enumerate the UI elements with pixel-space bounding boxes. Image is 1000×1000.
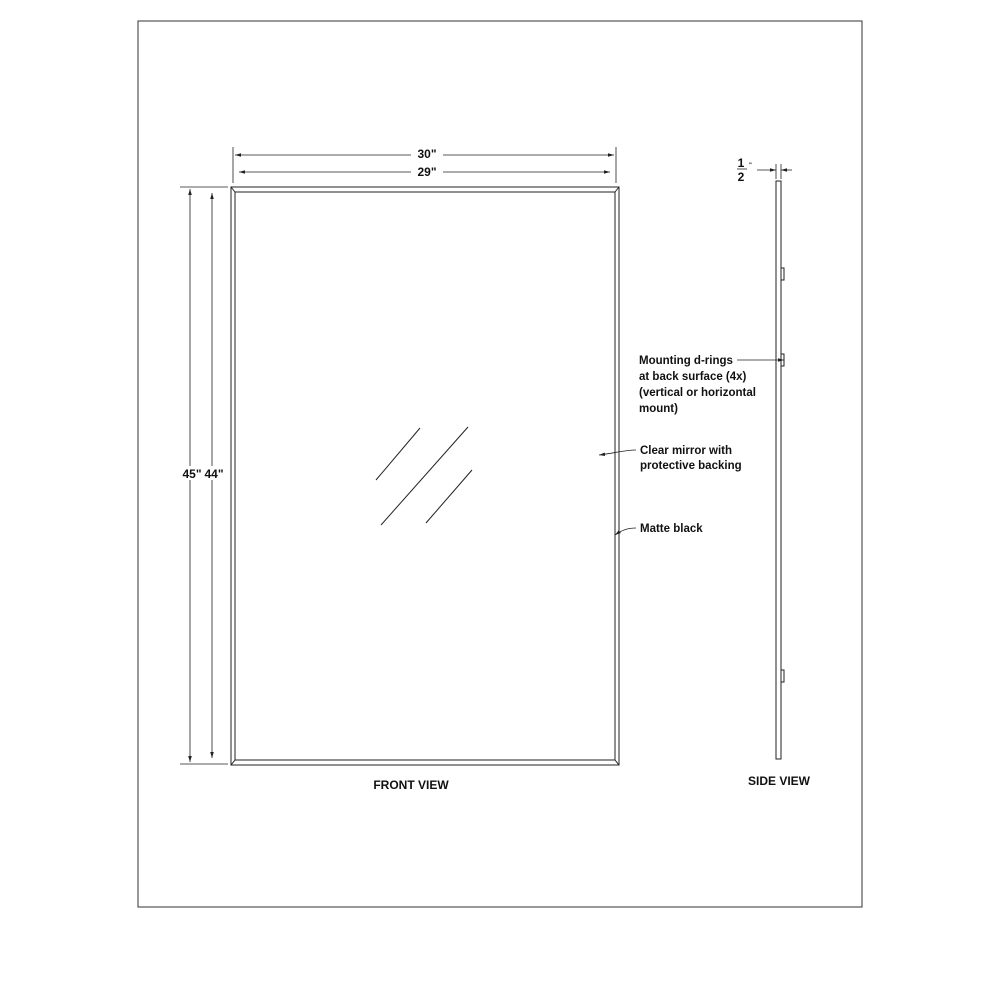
frame-corner-br bbox=[615, 760, 619, 765]
mirror-leader bbox=[599, 450, 636, 455]
d-ring-1 bbox=[781, 268, 784, 280]
side-view-label: SIDE VIEW bbox=[747, 774, 811, 788]
thickness-inch-mark: " bbox=[749, 163, 752, 169]
d-ring-note-line-3: (vertical or horizontal bbox=[639, 387, 756, 399]
frame-note bbox=[640, 523, 703, 535]
frame-corner-tr bbox=[615, 187, 619, 192]
front-view-label: FRONT VIEW bbox=[373, 778, 449, 792]
front-view bbox=[231, 187, 619, 765]
side-view bbox=[776, 181, 784, 759]
reflection-glint-3 bbox=[426, 470, 472, 523]
d-ring-note bbox=[639, 355, 756, 415]
inner-height-label: 44" bbox=[204, 467, 224, 481]
d-ring-note-line-4: mount) bbox=[639, 403, 678, 415]
outer-height-label: 45" bbox=[182, 467, 202, 481]
mirror-note bbox=[640, 445, 742, 472]
mirror-note-line-2: protective backing bbox=[640, 460, 742, 472]
thickness-dimension bbox=[737, 164, 792, 179]
inner-width-label: 29" bbox=[417, 165, 437, 179]
reflection-glint-1 bbox=[376, 428, 420, 480]
thickness-denominator: 2 bbox=[737, 170, 745, 184]
reflection-glint-2 bbox=[381, 427, 468, 525]
frame-note-line-1: Matte black bbox=[640, 523, 703, 535]
mirror-note-line-1: Clear mirror with bbox=[640, 445, 733, 457]
thickness-numerator: 1 bbox=[737, 156, 745, 170]
frame-corner-tl bbox=[231, 187, 235, 192]
outer-width-label: 30" bbox=[417, 147, 437, 161]
frame-leader bbox=[615, 528, 636, 535]
d-ring-note-line-1: Mounting d-rings bbox=[639, 355, 733, 367]
d-ring-note-line-2: at back surface (4x) bbox=[639, 371, 747, 383]
side-profile bbox=[776, 181, 781, 759]
frame-corner-bl bbox=[231, 760, 235, 765]
d-ring-3 bbox=[781, 670, 784, 682]
